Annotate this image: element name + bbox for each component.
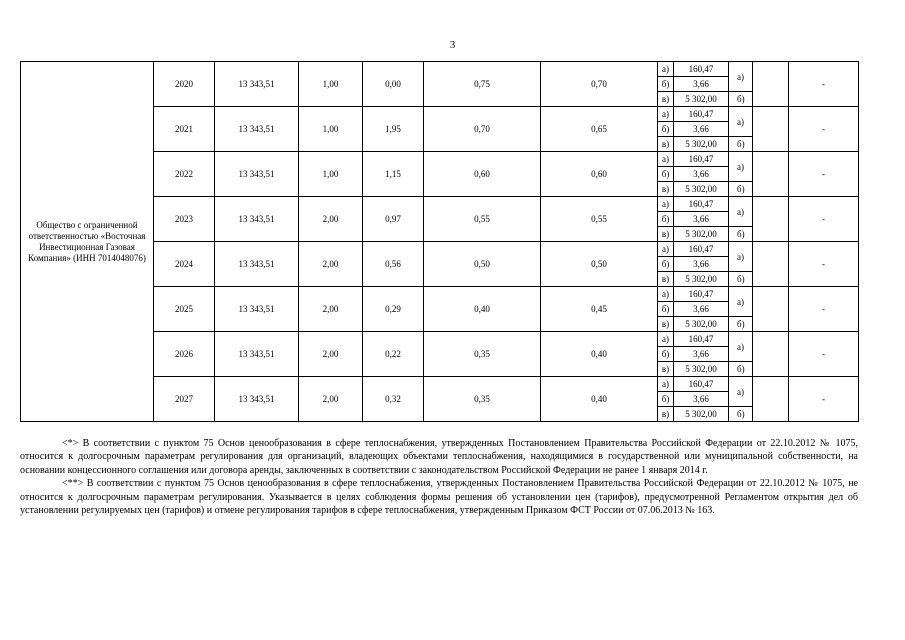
marker-cell: а) (658, 332, 674, 347)
value-v-cell: 5 302,00 (674, 92, 729, 107)
empty-cell (753, 107, 789, 152)
efficiency-cell: 0,97 (363, 197, 424, 242)
value-b-cell: 3,66 (674, 122, 729, 137)
marker-cell: в) (658, 317, 674, 332)
value-v-cell: 5 302,00 (674, 182, 729, 197)
footnote-second: <**> В соответствии с пунктом 75 Основ ценообразования в сфере теплоснабжения, утвержденных Постановлением Правительства Российской Федерации от 22.10.2012 № 1075, не относится к долгосрочным параметрам регулирования. Указывается в целях соблюдения формы решения об установлении цен (тарифов), предусмотренной Регламентом открытия дел об установлении регулируемых цен (тарифов) и отмене регулирования тарифов в сфере теплоснабжения, утвержденным Приказом ФСТ России от 07.06.2013 № 163. (20, 478, 858, 517)
value-b-cell: 3,66 (674, 167, 729, 182)
marker-cell: б) (658, 257, 674, 272)
efficiency-cell: 0,29 (363, 287, 424, 332)
value-v-cell: 5 302,00 (674, 407, 729, 422)
empty-cell (753, 152, 789, 197)
sub-marker-cell: б) (729, 272, 753, 287)
efficiency-cell: 1,15 (363, 152, 424, 197)
specific-consumption-cell: 0,50 (541, 242, 658, 287)
index-cell: 2,00 (299, 287, 363, 332)
value-a-cell: 160,47 (674, 152, 729, 167)
marker-cell: в) (658, 272, 674, 287)
footnotes (20, 437, 858, 517)
base-cost-cell: 13 343,51 (215, 377, 299, 422)
efficiency-cell: 0,00 (363, 62, 424, 107)
marker-cell: а) (658, 197, 674, 212)
value-a-cell: 160,47 (674, 332, 729, 347)
empty-cell (753, 242, 789, 287)
page-number: 3 (449, 39, 456, 51)
marker-cell: в) (658, 362, 674, 377)
empty-cell (753, 287, 789, 332)
marker-cell: б) (658, 77, 674, 92)
value-b-cell: 3,66 (674, 77, 729, 92)
index-cell: 1,00 (299, 107, 363, 152)
sub-marker-cell: а) (729, 242, 753, 272)
sub-marker-cell: а) (729, 62, 753, 92)
marker-cell: а) (658, 152, 674, 167)
sub-marker-cell: б) (729, 92, 753, 107)
base-cost-cell: 13 343,51 (215, 332, 299, 377)
base-cost-cell: 13 343,51 (215, 62, 299, 107)
marker-cell: в) (658, 182, 674, 197)
loss-norm-cell: 0,35 (424, 377, 541, 422)
loss-norm-cell: 0,75 (424, 62, 541, 107)
marker-cell: б) (658, 212, 674, 227)
base-cost-cell: 13 343,51 (215, 152, 299, 197)
loss-norm-cell: 0,70 (424, 107, 541, 152)
value-v-cell: 5 302,00 (674, 317, 729, 332)
value-v-cell: 5 302,00 (674, 227, 729, 242)
sub-marker-cell: а) (729, 287, 753, 317)
sub-marker-cell: а) (729, 152, 753, 182)
marker-cell: б) (658, 122, 674, 137)
efficiency-cell: 0,56 (363, 242, 424, 287)
year-cell: 2025 (154, 287, 215, 332)
sub-marker-cell: б) (729, 182, 753, 197)
year-cell: 2027 (154, 377, 215, 422)
tariff-parameters-table (20, 61, 859, 422)
marker-cell: б) (658, 347, 674, 362)
marker-cell: в) (658, 137, 674, 152)
table-row (21, 62, 859, 77)
specific-consumption-cell: 0,70 (541, 62, 658, 107)
index-cell: 2,00 (299, 332, 363, 377)
empty-cell (753, 62, 789, 107)
marker-cell: в) (658, 227, 674, 242)
value-b-cell: 3,66 (674, 212, 729, 227)
year-cell: 2021 (154, 107, 215, 152)
index-cell: 1,00 (299, 62, 363, 107)
efficiency-cell: 0,22 (363, 332, 424, 377)
year-cell: 2026 (154, 332, 215, 377)
empty-cell (753, 332, 789, 377)
marker-cell: б) (658, 167, 674, 182)
dash-cell: - (789, 287, 859, 332)
dash-cell: - (789, 62, 859, 107)
year-cell: 2024 (154, 242, 215, 287)
footnote-first: <*> В соответствии с пунктом 75 Основ ценообразования в сфере теплоснабжения, утвержденных Постановлением Правительства Российской Федерации от 22.10.2012 № 1075, относится к долгосрочным параметрам регулирования для организаций, владеющих объектами теплоснабжения, находящимися в государственной или муниципальной собственности, на основании концессионного соглашения или договора аренды, заключенных в соответствии с законодательством Российской Федерации не ранее 1 января 2014 г. (20, 438, 858, 476)
sub-marker-cell: б) (729, 137, 753, 152)
loss-norm-cell: 0,40 (424, 287, 541, 332)
marker-cell: б) (658, 302, 674, 317)
marker-cell: а) (658, 377, 674, 392)
base-cost-cell: 13 343,51 (215, 107, 299, 152)
year-cell: 2022 (154, 152, 215, 197)
value-b-cell: 3,66 (674, 302, 729, 317)
marker-cell: в) (658, 92, 674, 107)
index-cell: 2,00 (299, 377, 363, 422)
base-cost-cell: 13 343,51 (215, 242, 299, 287)
table-body (21, 62, 859, 422)
efficiency-cell: 1,95 (363, 107, 424, 152)
value-b-cell: 3,66 (674, 392, 729, 407)
sub-marker-cell: б) (729, 407, 753, 422)
sub-marker-cell: а) (729, 377, 753, 407)
index-cell: 1,00 (299, 152, 363, 197)
marker-cell: а) (658, 62, 674, 77)
value-a-cell: 160,47 (674, 377, 729, 392)
value-b-cell: 3,66 (674, 257, 729, 272)
loss-norm-cell: 0,60 (424, 152, 541, 197)
value-a-cell: 160,47 (674, 107, 729, 122)
specific-consumption-cell: 0,65 (541, 107, 658, 152)
year-cell: 2023 (154, 197, 215, 242)
empty-cell (753, 197, 789, 242)
specific-consumption-cell: 0,55 (541, 197, 658, 242)
value-v-cell: 5 302,00 (674, 362, 729, 377)
loss-norm-cell: 0,50 (424, 242, 541, 287)
sub-marker-cell: б) (729, 227, 753, 242)
sub-marker-cell: а) (729, 332, 753, 362)
specific-consumption-cell: 0,60 (541, 152, 658, 197)
marker-cell: а) (658, 287, 674, 302)
marker-cell: а) (658, 242, 674, 257)
marker-cell: а) (658, 107, 674, 122)
index-cell: 2,00 (299, 197, 363, 242)
sub-marker-cell: а) (729, 107, 753, 137)
marker-cell: б) (658, 392, 674, 407)
sub-marker-cell: а) (729, 197, 753, 227)
value-a-cell: 160,47 (674, 287, 729, 302)
loss-norm-cell: 0,55 (424, 197, 541, 242)
year-cell: 2020 (154, 62, 215, 107)
base-cost-cell: 13 343,51 (215, 287, 299, 332)
dash-cell: - (789, 242, 859, 287)
value-a-cell: 160,47 (674, 242, 729, 257)
specific-consumption-cell: 0,40 (541, 332, 658, 377)
efficiency-cell: 0,32 (363, 377, 424, 422)
value-v-cell: 5 302,00 (674, 137, 729, 152)
index-cell: 2,00 (299, 242, 363, 287)
sub-marker-cell: б) (729, 317, 753, 332)
loss-norm-cell: 0,35 (424, 332, 541, 377)
specific-consumption-cell: 0,45 (541, 287, 658, 332)
dash-cell: - (789, 152, 859, 197)
specific-consumption-cell: 0,40 (541, 377, 658, 422)
value-a-cell: 160,47 (674, 62, 729, 77)
value-b-cell: 3,66 (674, 347, 729, 362)
sub-marker-cell: б) (729, 362, 753, 377)
dash-cell: - (789, 332, 859, 377)
dash-cell: - (789, 107, 859, 152)
dash-cell: - (789, 377, 859, 422)
empty-cell (753, 377, 789, 422)
marker-cell: в) (658, 407, 674, 422)
base-cost-cell: 13 343,51 (215, 197, 299, 242)
value-v-cell: 5 302,00 (674, 272, 729, 287)
value-a-cell: 160,47 (674, 197, 729, 212)
dash-cell: - (789, 197, 859, 242)
organization-cell: Общество с ограниченной ответственностью «Восточная Инвестиционная Газовая Компания» (ИНН 7014048076) (21, 62, 154, 422)
